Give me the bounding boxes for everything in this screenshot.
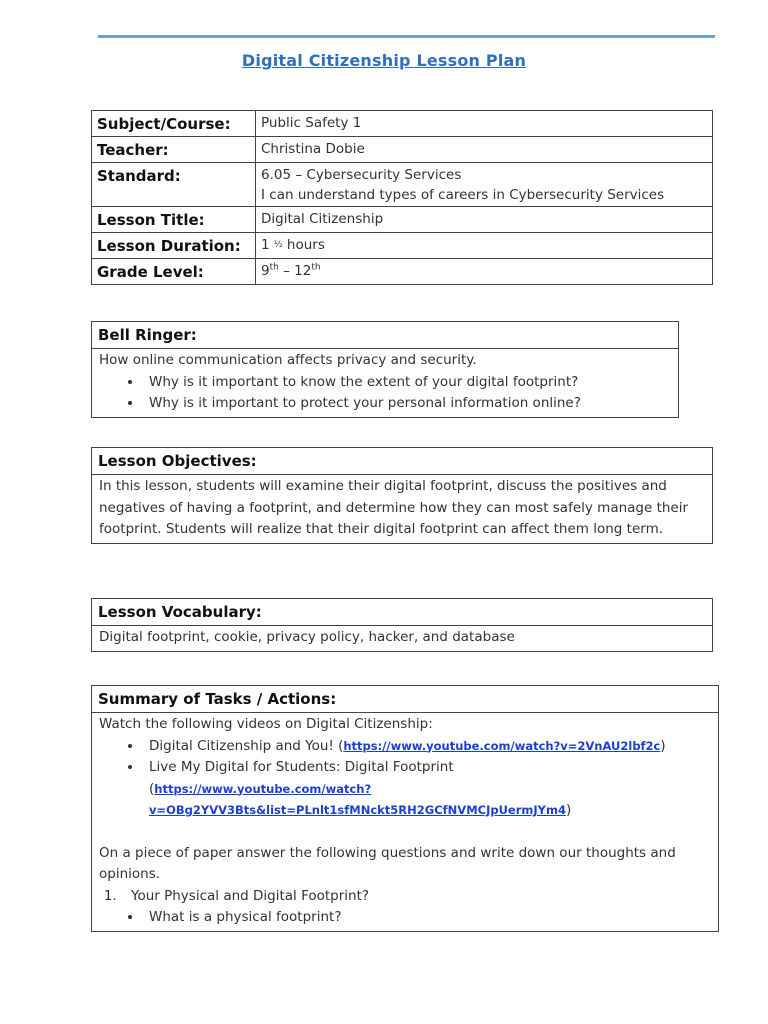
objectives-heading: Lesson Objectives: [92, 448, 712, 475]
bell-ringer-list [99, 372, 671, 415]
objectives-text: In this lesson, students will examine their digital footprint, discuss the positives and negatives of having a footprint, and determine how they can most safely manage their footprint. Students will realize that their digital footprint can affect them long term. [99, 478, 689, 537]
vocabulary-text: Digital footprint, cookie, privacy policy, hacker, and database [99, 629, 515, 645]
video-2-close: ) [565, 802, 572, 818]
grade-start: 9 [261, 263, 270, 279]
table-row [92, 163, 713, 207]
teacher-value: Christina Dobie [256, 137, 713, 163]
video-2-label: Live My Digital for Students: Digital Footprint [149, 759, 454, 775]
standard-code: 6.05 – Cybersecurity Services [261, 167, 462, 183]
standard-label: Standard: [92, 163, 256, 207]
list-item: • Why is it important to protect your personal information online? [143, 393, 671, 415]
grade-end-suffix: th [311, 262, 321, 273]
vocabulary-heading: Lesson Vocabulary: [92, 599, 712, 626]
table-row [92, 207, 713, 233]
objectives-section [91, 447, 713, 544]
teacher-label: Teacher: [92, 137, 256, 163]
video-1-link[interactable]: https://www.youtube.com/watch?v=2VnAU2lbf2c [343, 738, 661, 753]
duration-label: Lesson Duration: [92, 233, 256, 259]
duration-unit: hours [286, 237, 325, 253]
list-item: • What is a physical footprint? [143, 907, 711, 929]
table-row [92, 259, 713, 285]
duration-value [256, 233, 713, 259]
list-item: 1. Your Physical and Digital Footprint? [121, 886, 711, 908]
tasks-paragraph: On a piece of paper answer the following questions and write down our thoughts and opinions. [99, 844, 676, 882]
bell-ringer-heading: Bell Ringer: [92, 322, 678, 349]
table-row [92, 111, 713, 137]
video-1-close: ) [660, 737, 666, 754]
lesson-title-value: Digital Citizenship [256, 207, 713, 233]
video-2-link[interactable]: https://www.youtube.com/watch?v=OBg2YVV3Bts&list=PLnlt1sfMNckt5RH2GCfNVMCJpUermJYm4 [149, 781, 566, 817]
duration-whole: 1 [261, 237, 270, 253]
standard-value [256, 163, 713, 207]
duration-fraction: ½ [273, 240, 283, 250]
video-2-open: ( [149, 780, 155, 797]
page-title: Digital Citizenship Lesson Plan [241, 51, 527, 70]
question-list [99, 886, 711, 908]
vocabulary-section [91, 598, 713, 652]
bell-ringer-intro: How online communication affects privacy and security. [99, 352, 477, 368]
grade-end: – 12 [283, 263, 312, 279]
table-row [92, 233, 713, 259]
subject-label: Subject/Course: [92, 111, 256, 137]
grade-start-suffix: th [269, 262, 279, 273]
tasks-body [92, 713, 718, 931]
tasks-intro: Watch the following videos on Digital Citizenship: [99, 716, 433, 732]
top-rule [98, 35, 715, 38]
bell-ringer-body [92, 349, 678, 417]
tasks-section [91, 685, 719, 932]
subject-value: Public Safety 1 [256, 111, 713, 137]
table-row [92, 137, 713, 163]
list-item [143, 736, 711, 758]
list-item [143, 757, 711, 822]
lesson-info-table [91, 110, 713, 285]
video-list [99, 736, 711, 822]
video-1-label: Digital Citizenship and You! ( [149, 737, 344, 754]
tasks-heading: Summary of Tasks / Actions: [92, 686, 718, 713]
grade-label: Grade Level: [92, 259, 256, 285]
bell-ringer-section [91, 321, 679, 418]
sub-question-list [99, 907, 711, 929]
lesson-title-label: Lesson Title: [92, 207, 256, 233]
list-item: • Why is it important to know the extent of your digital footprint? [143, 372, 671, 394]
grade-value [256, 259, 713, 285]
standard-description: I can understand types of careers in Cybersecurity Services [261, 187, 665, 203]
